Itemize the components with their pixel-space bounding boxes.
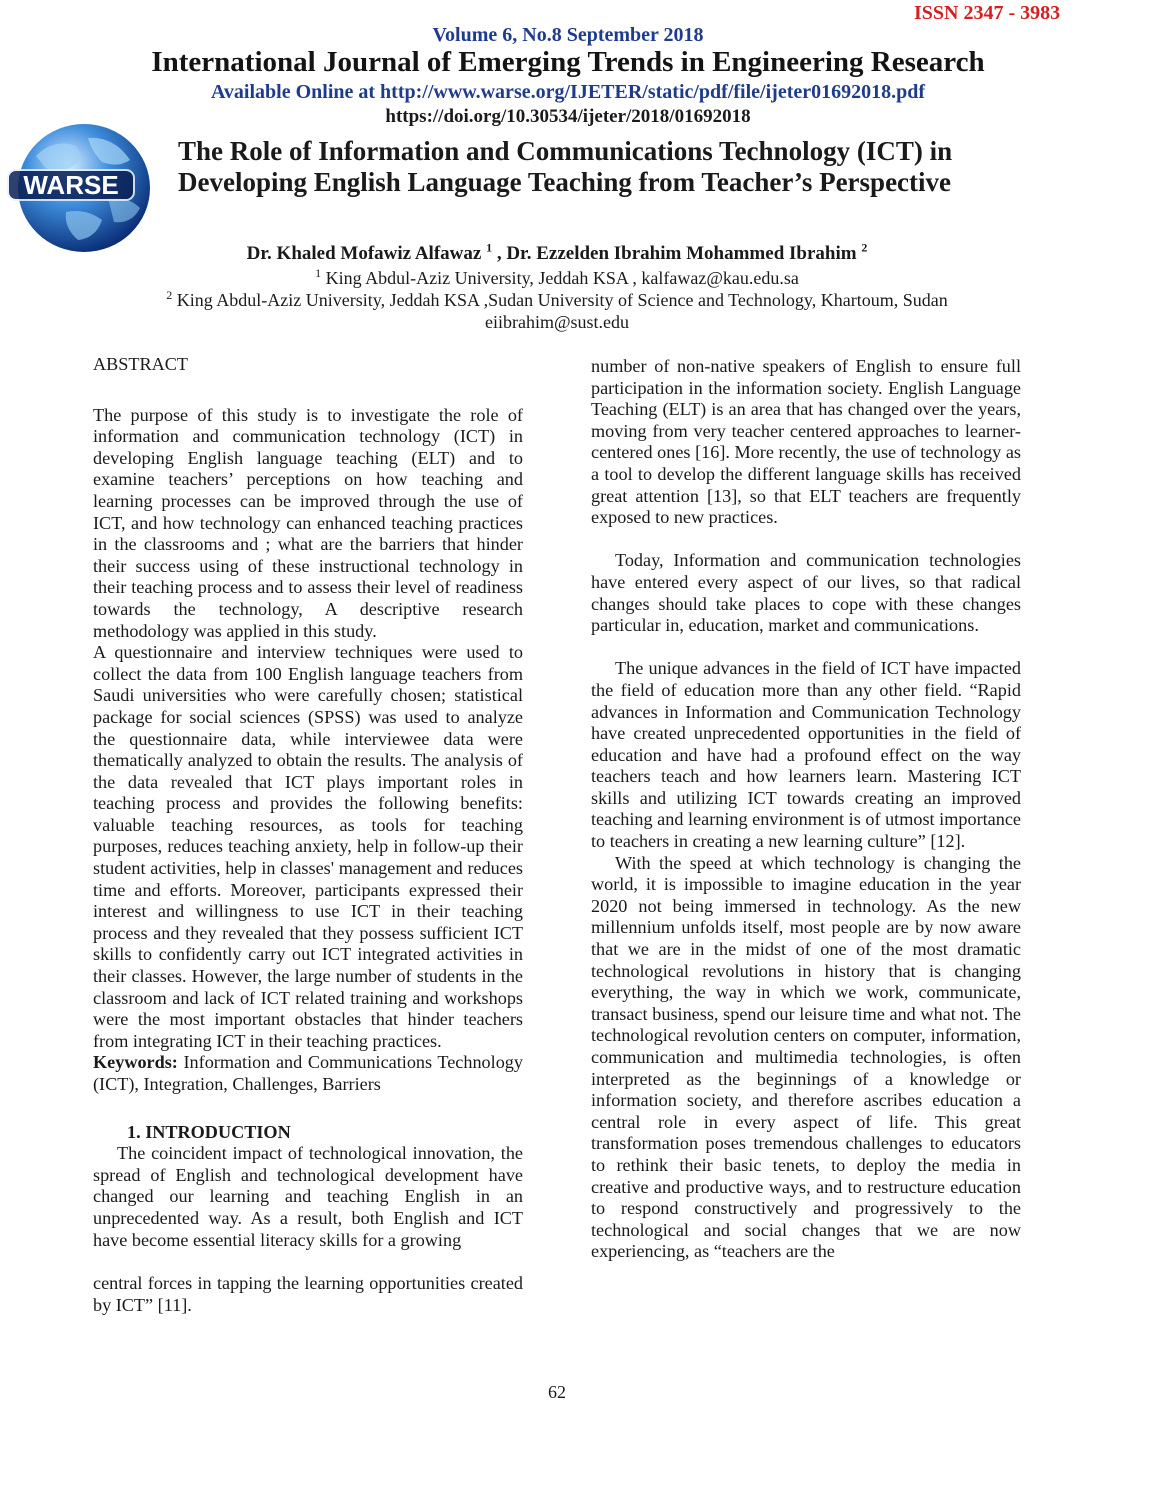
- abstract-paragraph-1: The purpose of this study is to investigate the role of information and communication technology (ICT) in developing English language teaching (ELT) and to examine teachers’ perceptions on how teaching and learning processes can be improved through the use of ICT, and how technology can enhanced teaching practices in the classrooms and ; what are the barriers that hinder their success using of these instructional technology in their teaching process and to assess their level of readiness towards the technology, A descriptive research methodology was applied in this study.: [93, 404, 523, 641]
- introduction-paragraph-1: The coincident impact of technological innovation, the spread of English and technological development have changed our learning and teaching English in an unprecedented way. As a result, both English and ICT have become essential literacy skills for a growing: [93, 1143, 523, 1250]
- right-paragraph-1: number of non-native speakers of English to ensure full participation in the information society. English Language Teaching (ELT) is an area that has changed over the years, moving from very teacher centered approaches to learner-centered ones [16]. More recently, the use of technology as a tool to develop the different language skills has received great attention [13], so that ELT teachers are frequently exposed to new practices.: [591, 356, 1021, 528]
- page-number: 62: [548, 1382, 566, 1402]
- affiliation-1-sup: 1: [315, 266, 322, 280]
- keywords-text: Information and Communications Technology (ICT), Integration, Challenges, Barriers: [93, 1052, 523, 1094]
- abstract-paragraph-2: A questionnaire and interview techniques were used to collect the data from 100 English language teachers from Saudi universities who were carefully chosen; statistical package for social sciences (SPSS) was used to analyze the questionnaire data, while interviewee data were thematically analyzed to obtain the results. The analysis of the data revealed that ICT plays important roles in teaching process and provides the following benefits: valuable teaching resources, as tools for teaching purposes, reduces teaching anxiety, help in follow-up their student activities, help in classes' management and reduces time and efforts. Moreover, participants expressed their interest and willingness to use ICT in their teaching process and they revealed that they possess sufficient ICT skills to confidently carry out ICT integrated activities in their classes. However, the large number of students in the classroom and lack of ICT related training and workshops were the most important obstacles that hinder teachers from integrating ICT in their teaching practices.: [93, 642, 523, 1051]
- right-paragraph-3: The unique advances in the field of ICT have impacted the field of education more than any other field. “Rapid advances in Information and Communication Technology have created unprecedented opportunities in the field of education and have had a profound effect on the way teachers teach and how learners learn. Mastering ICT skills and utilizing ICT towards creating an improved teaching and learning environment is of utmost importance to teachers in creating a new learning culture” [12].: [591, 658, 1021, 852]
- paper-title: [178, 136, 968, 198]
- left-column: [93, 354, 523, 1316]
- right-paragraph-2: Today, Information and communication technologies have entered every aspect of our lives, so that radical changes should take places to cope with these changes particular in, education, market and communications.: [591, 550, 1021, 636]
- author-1-sup: 1: [486, 240, 493, 255]
- introduction-heading: 1. INTRODUCTION: [127, 1121, 291, 1142]
- warse-globe-logo: [6, 116, 152, 254]
- keywords-label: Keywords:: [93, 1052, 178, 1073]
- affiliation-1-text: King Abdul-Aziz University, Jeddah KSA , kalfawaz@kau.edu.sa: [321, 268, 799, 288]
- author-1: Dr. Khaled Mofawiz Alfawaz: [246, 243, 482, 264]
- affiliation-1: [0, 267, 1114, 289]
- affiliation-2-sup: 2: [166, 288, 173, 302]
- introduction-paragraph-2: central forces in tapping the learning opportunities created by ICT” [11].: [93, 1273, 523, 1315]
- affiliation-2-email: eiibrahim@sust.edu: [484, 312, 630, 332]
- author-2: , Dr. Ezzelden Ibrahim Mohammed Ibrahim: [492, 243, 857, 264]
- keywords: [93, 1052, 523, 1095]
- right-column: [591, 356, 1021, 1263]
- volume-issue-line: Volume 6, No.8 September 2018: [432, 24, 704, 46]
- right-paragraph-4: With the speed at which technology is changing the world, it is impossible to imagine education in the year 2020 not being immersed in technology. As the new millennium unfolds itself, most people are by now aware that we are in the midst of one of the most dramatic technological revolutions in history that is changing everything, the way in which we work, communicate, transact business, spend our leisure time and what not. The technological revolution centers on computer, information, communication and multimedia technologies, is often interpreted as the beginnings of a knowledge or information society, and therefore ascribes education a central role in every aspect of life. This great transformation poses tremendous challenges to educators to rethink their basic tenets, to deploy the media in creative and productive ways, and to restructure education to respond constructively and progressively to the technological and social changes that we are now experiencing, as “teachers are the: [591, 852, 1021, 1262]
- paper-title-line-2: Developing English Language Teaching from Teacher’s Perspective: [178, 167, 952, 197]
- doi-link[interactable]: https://doi.org/10.30534/ijeter/2018/01692018: [385, 106, 751, 127]
- issn-label: ISSN 2347 - 3983: [914, 2, 1061, 24]
- paper-title-line-1: The Role of Information and Communications Technology (ICT) in: [178, 136, 953, 166]
- journal-title: International Journal of Emerging Trends in Engineering Research: [151, 46, 985, 78]
- logo-text: WARSE: [23, 170, 119, 200]
- available-online-link[interactable]: Available Online at http://www.warse.org/IJETER/static/pdf/file/ijeter01692018.pdf: [210, 81, 926, 103]
- abstract-heading: ABSTRACT: [93, 354, 188, 374]
- affiliation-2: [0, 289, 1114, 311]
- author-line: [0, 240, 1114, 265]
- author-2-sup: 2: [861, 240, 868, 255]
- affiliation-2-text: King Abdul-Aziz University, Jeddah KSA ,Sudan University of Science and Technology, Khartoum, Sudan: [172, 290, 948, 310]
